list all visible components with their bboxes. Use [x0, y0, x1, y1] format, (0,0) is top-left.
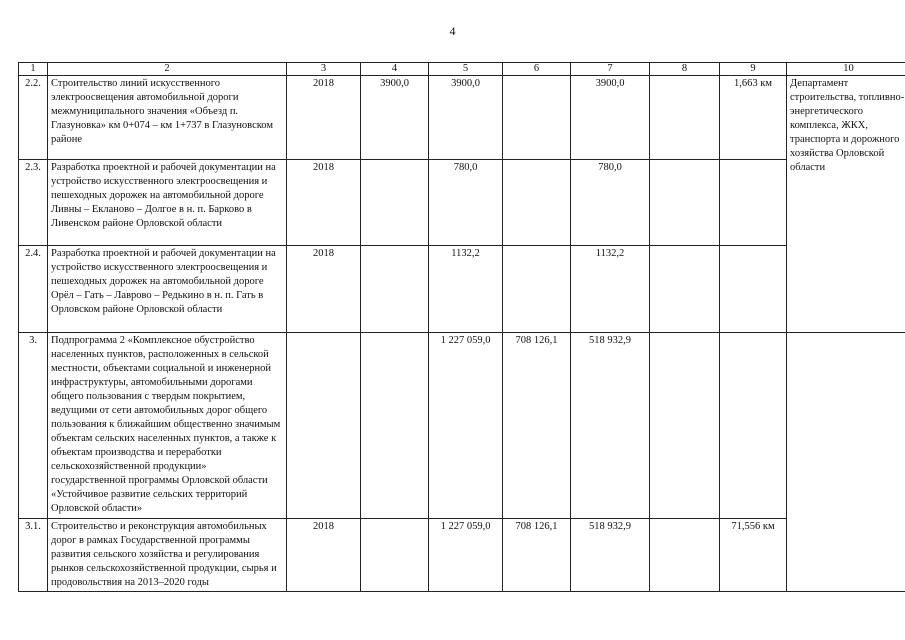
row-col7: 780,0 [571, 160, 650, 246]
row-year: 2018 [287, 519, 361, 592]
row-col7: 1132,2 [571, 246, 650, 333]
row-col4: 3900,0 [361, 76, 429, 160]
header-cell: 7 [571, 63, 650, 76]
row-number: 3.1. [19, 519, 48, 592]
program-table [18, 62, 905, 592]
row-year: 2018 [287, 160, 361, 246]
responsible-department: Департамент строительства, топливно-энергетического комплекса, ЖКХ, транспорта и дорожного хозяйства Орловской области [787, 76, 905, 333]
row-col6: 708 126,1 [503, 519, 571, 592]
header-cell: 3 [287, 63, 361, 76]
row-col9 [720, 246, 787, 333]
row-col8 [650, 246, 720, 333]
row-year: 2018 [287, 76, 361, 160]
row-year: 2018 [287, 246, 361, 333]
row-col5: 1 227 059,0 [429, 519, 503, 592]
row-col4 [361, 333, 429, 519]
row-name: Строительство и реконструкция автомобильных дорог в рамках Государственной программы развития сельского хозяйства и регулирования рынков сельскохозяйственной продукции, сырья и продовольствия на 2013–2020 годы [48, 519, 287, 592]
row-col5: 780,0 [429, 160, 503, 246]
row-name: Строительство линий искусственного электроосвещения автомобильной дороги межмуниципального значения «Объезд п. Глазуновка» км 0+074 – км 1+737 в Глазуновском районе [48, 76, 287, 160]
header-cell: 10 [787, 63, 905, 76]
row-col8 [650, 519, 720, 592]
table-row [19, 333, 905, 519]
table-row [19, 160, 905, 246]
table-row [19, 76, 905, 160]
row-number: 2.4. [19, 246, 48, 333]
row-col9 [720, 160, 787, 246]
row-col7: 518 932,9 [571, 333, 650, 519]
department-continuation [787, 333, 905, 592]
row-col5: 3900,0 [429, 76, 503, 160]
row-name: Разработка проектной и рабочей документации на устройство искусственного электроосвещения и пешеходных дорожек на автомобильной дороге Ливны – Екланово – Долгое в н. п. Барково в Ливенском районе Орловской области [48, 160, 287, 246]
row-number: 2.3. [19, 160, 48, 246]
row-col6: 708 126,1 [503, 333, 571, 519]
header-cell: 5 [429, 63, 503, 76]
row-col8 [650, 160, 720, 246]
row-col8 [650, 333, 720, 519]
header-cell: 6 [503, 63, 571, 76]
row-number: 2.2. [19, 76, 48, 160]
row-col9: 71,556 км [720, 519, 787, 592]
row-name: Разработка проектной и рабочей документации на устройство искусственного электроосвещения и пешеходных дорожек на автомобильной дороге Орёл – Гать – Лаврово – Редькино в н. п. Гать в Орловском районе Орловской области [48, 246, 287, 333]
header-row [19, 63, 905, 76]
row-col8 [650, 76, 720, 160]
header-cell: 8 [650, 63, 720, 76]
row-col5: 1 227 059,0 [429, 333, 503, 519]
header-cell: 4 [361, 63, 429, 76]
row-col6 [503, 160, 571, 246]
row-col4 [361, 160, 429, 246]
table-row [19, 519, 905, 592]
row-col5: 1132,2 [429, 246, 503, 333]
page-number: 4 [449, 24, 456, 38]
header-cell: 2 [48, 63, 287, 76]
row-col6 [503, 76, 571, 160]
row-col9 [720, 333, 787, 519]
row-col4 [361, 519, 429, 592]
row-col9: 1,663 км [720, 76, 787, 160]
row-name: Подпрограмма 2 «Комплексное обустройство населенных пунктов, расположенных в сельской местности, объектами социальной и инженерной инфраструктуры, автомобильными дорогами общего пользования с твердым покрытием, ведущими от сети автомобильных дорог общего пользования к ближайшим общественно значимым объектам сельских населенных пунктов, а также к объектам производства и переработки сельскохозяйственной продукции» государственной программы Орловской области «Устойчивое развитие сельских территорий Орловской области» [48, 333, 287, 519]
row-col6 [503, 246, 571, 333]
row-col7: 518 932,9 [571, 519, 650, 592]
row-col7: 3900,0 [571, 76, 650, 160]
row-col4 [361, 246, 429, 333]
row-number: 3. [19, 333, 48, 519]
row-year [287, 333, 361, 519]
table-row [19, 246, 905, 333]
header-cell: 1 [19, 63, 48, 76]
header-cell: 9 [720, 63, 787, 76]
